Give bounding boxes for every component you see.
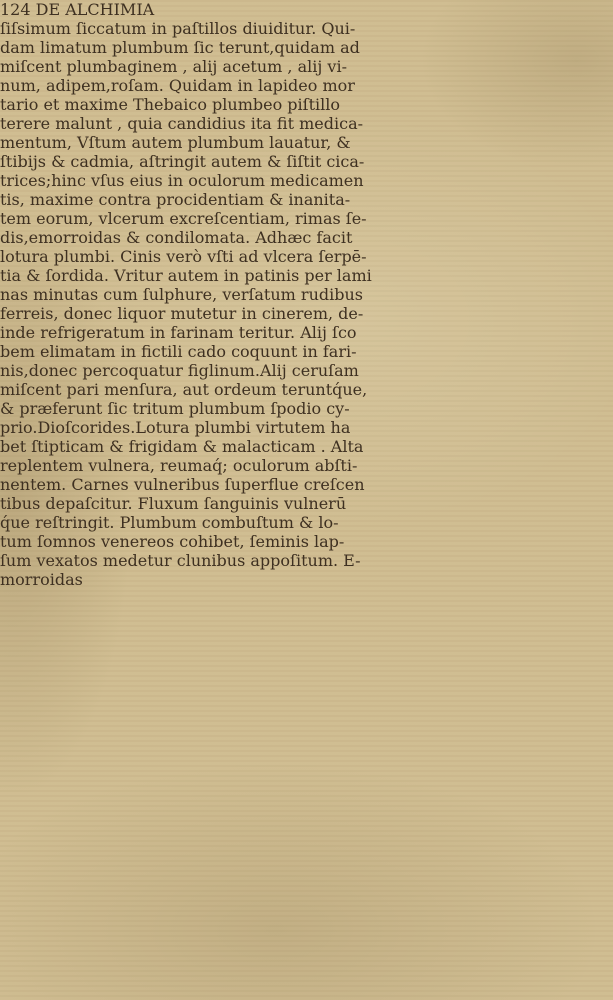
text-line: tia & ſordida. Vritur autem in patinis per lami <box>0 266 372 285</box>
running-title: DE ALCHIMIA <box>35 0 155 19</box>
text-line: ſiſsimum ſiccatum in paſtillos diuiditur. Qui- <box>0 19 356 38</box>
text-line: nentem. Carnes vulneribus ſuperflue creſcen <box>0 475 365 494</box>
text-line: miſcent plumbaginem , alij acetum , alij vi- <box>0 57 347 76</box>
text-line: tis, maxime contra procidentiam & inanita- <box>0 190 351 209</box>
text-line: bet ſtipticam & frigidam & malacticam . Alta <box>0 437 364 456</box>
text-line: trices;hinc vſus eius in oculorum medicamen <box>0 171 364 190</box>
text-line: tibus depaſcitur. Fluxum ſanguinis vulnerū <box>0 494 347 513</box>
page-number: 124 <box>0 0 31 19</box>
text-line: miſcent pari menſura, aut ordeum teruntq́ue, <box>0 380 368 399</box>
text-line: ſum vexatos medetur clunibus appoſitum. E- <box>0 551 361 570</box>
text-line: nis,donec percoquatur figlinum.Alij ceruſam <box>0 361 359 380</box>
text-line: dam limatum plumbum ſic terunt,quidam ad <box>0 38 360 57</box>
text-line: tario et maxime Thebaico plumbeo piſtillo <box>0 95 340 114</box>
text-line: inde refrigeratum in farinam teritur. Alij ſco <box>0 323 357 342</box>
text-line: nas minutas cum ſulphure, verſatum rudibus <box>0 285 363 304</box>
text-line: replentem vulnera, reumaq́; oculorum abſti- <box>0 456 358 475</box>
text-line: q́ue reſtringit. Plumbum combuſtum & lo- <box>0 513 339 532</box>
catchword: morroidas <box>0 570 83 589</box>
text-line: tum ſomnos venereos cohibet, ſeminis lap- <box>0 532 345 551</box>
text-line: num, adipem,roſam. Quidam in lapideo mor <box>0 76 355 95</box>
text-line: prio.Dioſcorides.Lotura plumbi virtutem ha <box>0 418 351 437</box>
text-line: dis,emorroidas & condilomata. Adhæc facit <box>0 228 353 247</box>
text-line: ferreis, donec liquor mutetur in cinerem, de- <box>0 304 364 323</box>
page-header <box>0 0 613 19</box>
text-line: lotura plumbi. Cinis verò vſti ad vlcera ſerpē- <box>0 247 367 266</box>
text-line: tem eorum, vlcerum excreſcentiam, rimas ſe- <box>0 209 367 228</box>
body-text <box>0 19 613 589</box>
text-line: ſtibijs & cadmia, aſtringit autem & ſiſtit cica- <box>0 152 365 171</box>
page-gutter-shadow <box>0 0 10 1000</box>
text-line: & præferunt ſic tritum plumbum ſpodio cy- <box>0 399 350 418</box>
text-line: terere malunt , quia candidius ita fit medica- <box>0 114 364 133</box>
text-line: bem elimatam in fictili cado coquunt in fari- <box>0 342 357 361</box>
text-line: mentum, Vſtum autem plumbum lauatur, & <box>0 133 351 152</box>
